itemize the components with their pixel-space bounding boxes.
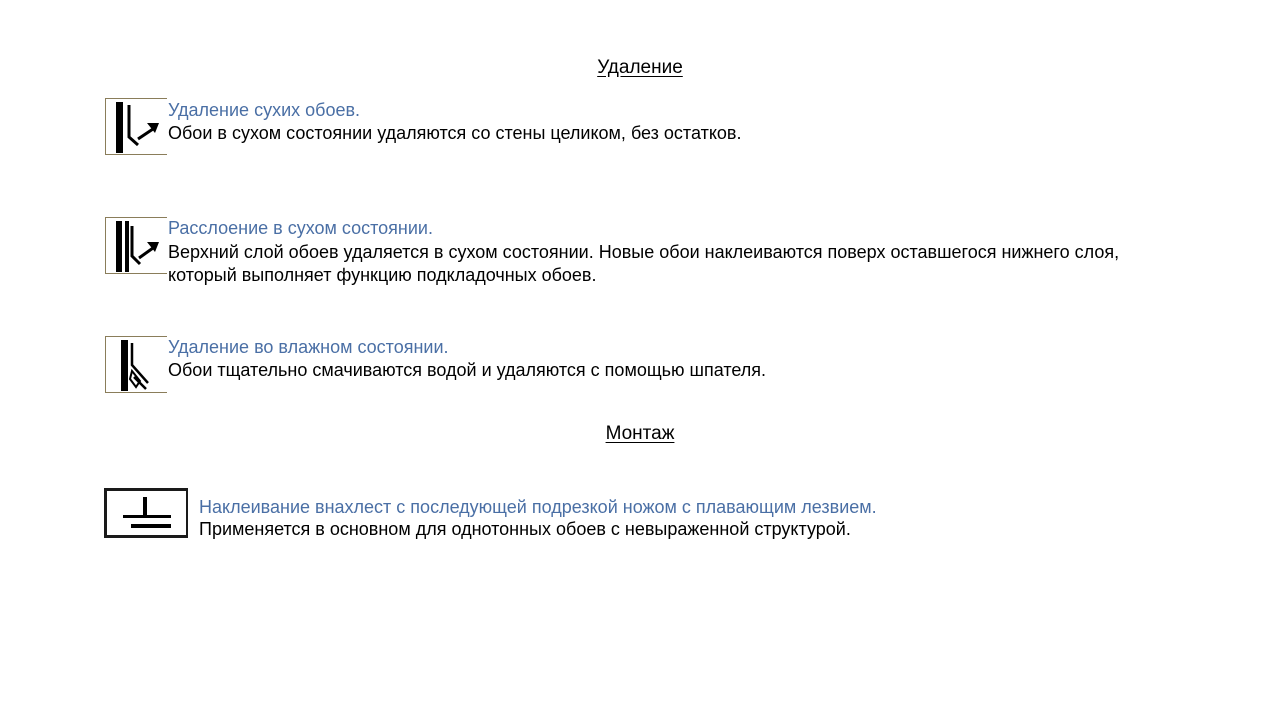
item-description: Верхний слой обоев удаляется в сухом состоянии. Новые обои наклеиваются поверх оставшегося нижнего слоя, который выполняет функцию подкладочных обоев. [168,242,1120,285]
item-description: Применяется в основном для однотонных обоев с невыраженной структурой. [199,519,851,539]
item-title: Наклеивание внахлест с последующей подрезкой ножом с плавающим лезвием. [199,497,877,517]
overlap-trim-icon [104,488,188,538]
wet-removal-icon [105,336,167,393]
item-title: Расслоение в сухом состоянии. [168,218,433,238]
item-description: Обои в сухом состоянии удаляются со стены целиком, без остатков. [168,123,742,143]
section-heading-removal: Удаление [597,57,683,78]
item-description: Обои тщательно смачиваются водой и удаляются с помощью шпателя. [168,360,767,380]
dry-peel-icon [105,217,167,274]
item-title: Удаление сухих обоев. [168,100,361,120]
dry-removal-icon [105,98,167,155]
section-heading-mounting: Монтаж [605,423,675,444]
item-title: Удаление во влажном состоянии. [168,337,449,357]
